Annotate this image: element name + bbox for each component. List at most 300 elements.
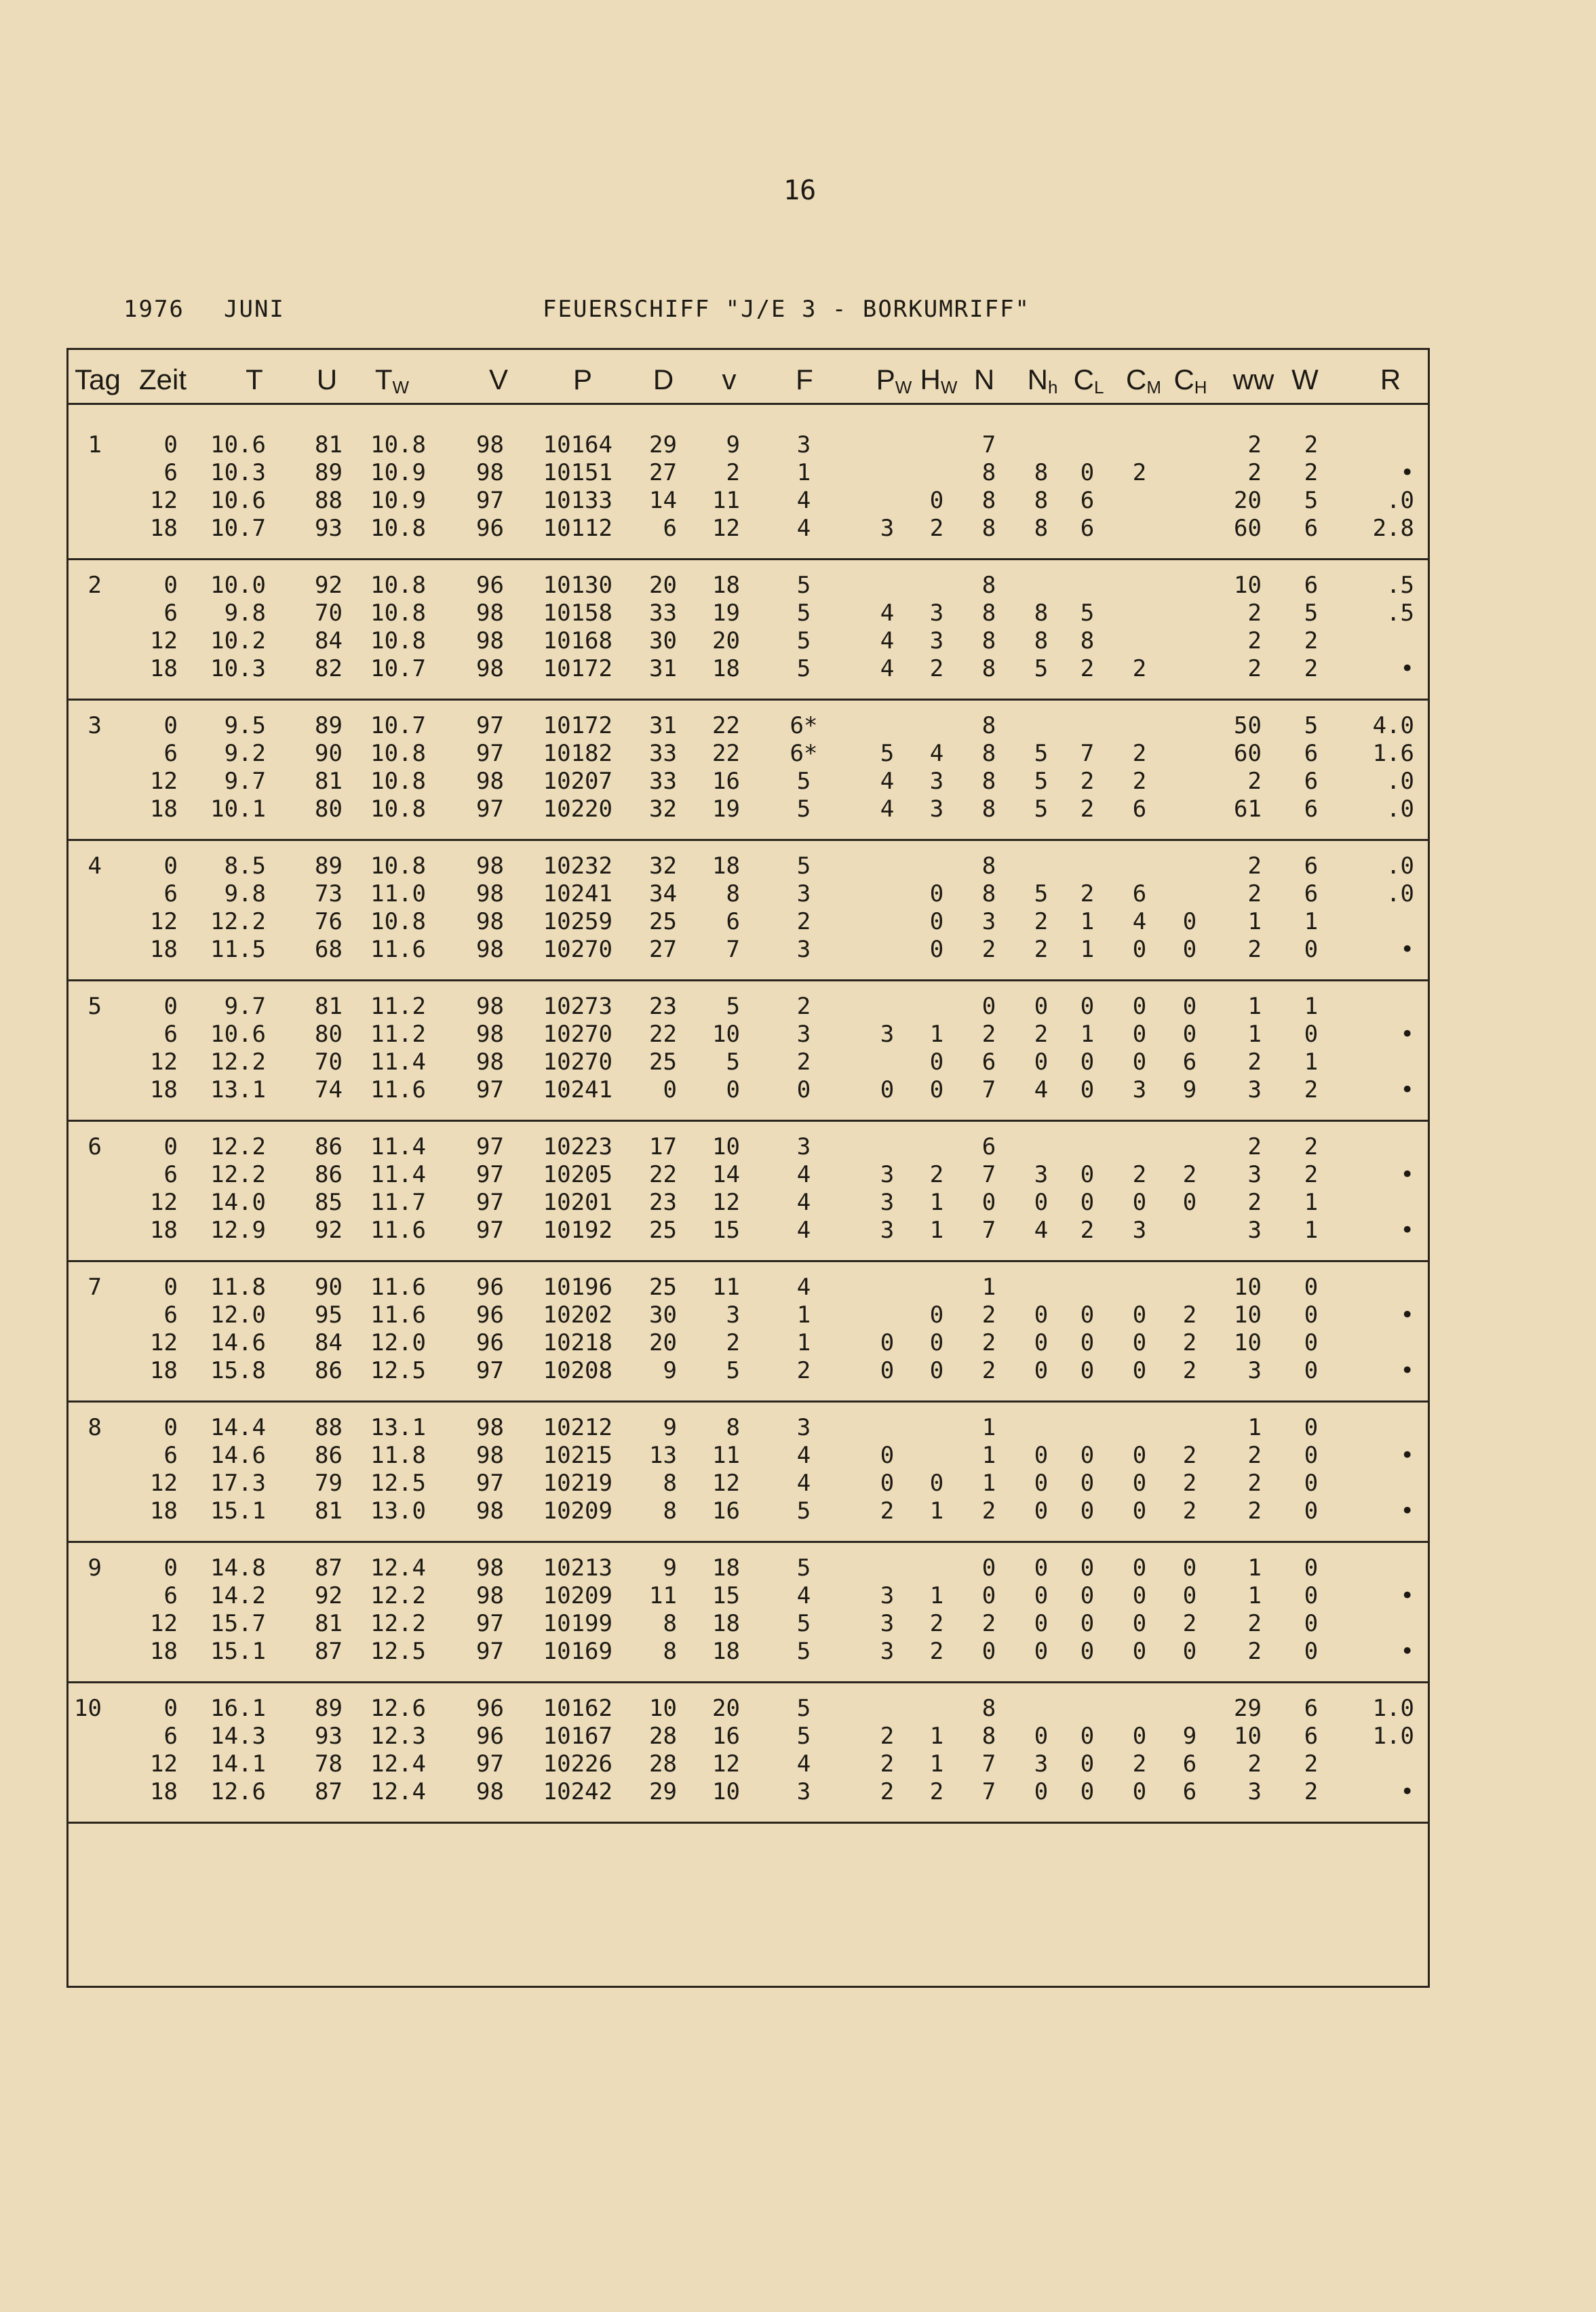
cell-zeit: 12 bbox=[150, 908, 178, 935]
cell-w: 0 bbox=[1304, 1329, 1319, 1356]
cell-ww: 61 bbox=[1234, 796, 1262, 823]
cell-v: 98 bbox=[476, 1778, 504, 1805]
cell-n: 7 bbox=[981, 1217, 996, 1244]
cell-r: 2.8 bbox=[1372, 515, 1414, 542]
cell-d: 13 bbox=[649, 1442, 677, 1469]
cell-u: 81 bbox=[315, 993, 343, 1020]
cell-p: 10218 bbox=[543, 1329, 612, 1356]
cell-ww: 2 bbox=[1247, 1638, 1262, 1665]
cell-cl: 6 bbox=[1080, 487, 1095, 514]
cell-v: 98 bbox=[476, 600, 504, 627]
cell-hw: 1 bbox=[929, 1723, 944, 1750]
cell-ww: 3 bbox=[1247, 1217, 1262, 1244]
cell-w: 2 bbox=[1304, 1133, 1319, 1160]
cell-v-speed: 12 bbox=[712, 1750, 740, 1778]
cell-nh: 0 bbox=[1034, 1582, 1049, 1609]
cell-v: 98 bbox=[476, 627, 504, 654]
cell-ch: 2 bbox=[1182, 1329, 1197, 1356]
cell-n: 8 bbox=[981, 712, 996, 739]
cell-ww: 2 bbox=[1247, 1133, 1262, 1160]
cell-cm: 0 bbox=[1132, 1329, 1147, 1356]
cell-w: 0 bbox=[1304, 1357, 1319, 1384]
day-tag: 5 bbox=[87, 993, 102, 1020]
cell-ww: 1 bbox=[1247, 908, 1262, 935]
cell-v: 98 bbox=[476, 1554, 504, 1582]
cell-w: 0 bbox=[1304, 1442, 1319, 1469]
cell-cl: 0 bbox=[1080, 1610, 1095, 1637]
cell-ch: 0 bbox=[1182, 1638, 1197, 1665]
cell-p: 10208 bbox=[543, 1357, 612, 1384]
group-separator bbox=[66, 558, 1430, 560]
cell-hw: 1 bbox=[929, 1217, 944, 1244]
cell-v-speed: 2 bbox=[726, 459, 740, 486]
cell-cm: 2 bbox=[1132, 768, 1147, 795]
cell-hw: 0 bbox=[929, 1470, 944, 1497]
cell-hw: 1 bbox=[929, 1189, 944, 1216]
column-header-tw: $T_W$ bbox=[374, 364, 410, 397]
cell-nh: 8 bbox=[1034, 627, 1049, 654]
cell-w: 6 bbox=[1304, 1723, 1319, 1750]
cell-r: • bbox=[1400, 1301, 1414, 1329]
cell-f: 4 bbox=[796, 1582, 811, 1609]
cell-ww: 2 bbox=[1247, 655, 1262, 682]
cell-v-speed: 19 bbox=[712, 796, 740, 823]
cell-cm: 2 bbox=[1132, 740, 1147, 767]
cell-r: • bbox=[1400, 1442, 1414, 1469]
cell-t: 10.6 bbox=[210, 431, 266, 458]
cell-d: 27 bbox=[649, 936, 677, 963]
cell-f: 3 bbox=[796, 1778, 811, 1805]
cell-n: 2 bbox=[981, 1301, 996, 1329]
cell-pw: 3 bbox=[880, 1217, 895, 1244]
cell-cm: 6 bbox=[1132, 796, 1147, 823]
cell-nh: 0 bbox=[1034, 1778, 1049, 1805]
cell-cl: 0 bbox=[1080, 1778, 1095, 1805]
cell-ww: 2 bbox=[1247, 768, 1262, 795]
cell-n: 7 bbox=[981, 1750, 996, 1778]
cell-tw: 11.6 bbox=[370, 1301, 426, 1329]
cell-v: 97 bbox=[476, 712, 504, 739]
cell-ch: 0 bbox=[1182, 936, 1197, 963]
cell-p: 10196 bbox=[543, 1274, 612, 1301]
cell-zeit: 18 bbox=[150, 1638, 178, 1665]
cell-v: 98 bbox=[476, 1414, 504, 1441]
cell-v: 97 bbox=[476, 1161, 504, 1188]
cell-t: 12.2 bbox=[210, 1161, 266, 1188]
page-number: 16 bbox=[783, 175, 817, 206]
cell-w: 5 bbox=[1304, 712, 1319, 739]
cell-tw: 12.2 bbox=[370, 1582, 426, 1609]
cell-n: 8 bbox=[981, 459, 996, 486]
cell-r: • bbox=[1400, 1497, 1414, 1525]
cell-ch: 6 bbox=[1182, 1778, 1197, 1805]
cell-cm: 0 bbox=[1132, 1582, 1147, 1609]
cell-zeit: 0 bbox=[163, 1414, 178, 1441]
cell-tw: 10.7 bbox=[370, 712, 426, 739]
cell-n: 2 bbox=[981, 936, 996, 963]
cell-w: 0 bbox=[1304, 1497, 1319, 1525]
cell-t: 10.2 bbox=[210, 627, 266, 654]
cell-nh: 8 bbox=[1034, 515, 1049, 542]
cell-v-speed: 7 bbox=[726, 936, 740, 963]
cell-nh: 8 bbox=[1034, 459, 1049, 486]
cell-p: 10270 bbox=[543, 1021, 612, 1048]
cell-v: 96 bbox=[476, 515, 504, 542]
cell-t: 16.1 bbox=[210, 1695, 266, 1722]
cell-pw: 3 bbox=[880, 1189, 895, 1216]
cell-f: 5 bbox=[796, 1554, 811, 1582]
cell-tw: 11.6 bbox=[370, 936, 426, 963]
cell-d: 33 bbox=[649, 740, 677, 767]
cell-zeit: 0 bbox=[163, 1554, 178, 1582]
cell-w: 0 bbox=[1304, 1021, 1319, 1048]
cell-cm: 0 bbox=[1132, 1638, 1147, 1665]
cell-t: 10.7 bbox=[210, 515, 266, 542]
cell-cl: 0 bbox=[1080, 1582, 1095, 1609]
cell-t: 14.4 bbox=[210, 1414, 266, 1441]
cell-ww: 2 bbox=[1247, 627, 1262, 654]
cell-cl: 7 bbox=[1080, 740, 1095, 767]
cell-v: 98 bbox=[476, 908, 504, 935]
cell-t: 9.7 bbox=[224, 768, 266, 795]
cell-n: 8 bbox=[981, 515, 996, 542]
cell-tw: 11.8 bbox=[370, 1442, 426, 1469]
day-tag: 7 bbox=[87, 1274, 102, 1301]
cell-v: 98 bbox=[476, 655, 504, 682]
cell-cm: 0 bbox=[1132, 1554, 1147, 1582]
cell-p: 10192 bbox=[543, 1217, 612, 1244]
cell-f: 4 bbox=[796, 1274, 811, 1301]
cell-zeit: 18 bbox=[150, 1217, 178, 1244]
cell-pw: 0 bbox=[880, 1357, 895, 1384]
cell-f: 2 bbox=[796, 1357, 811, 1384]
cell-t: 14.1 bbox=[210, 1750, 266, 1778]
cell-zeit: 6 bbox=[163, 1301, 178, 1329]
cell-ww: 2 bbox=[1247, 600, 1262, 627]
cell-tw: 10.8 bbox=[370, 908, 426, 935]
cell-u: 92 bbox=[315, 572, 343, 599]
cell-v-speed: 14 bbox=[712, 1161, 740, 1188]
cell-cm: 3 bbox=[1132, 1076, 1147, 1103]
cell-n: 7 bbox=[981, 1161, 996, 1188]
cell-f: 4 bbox=[796, 1161, 811, 1188]
cell-r: • bbox=[1400, 1778, 1414, 1805]
column-header-nh: $N_h$ bbox=[1027, 364, 1058, 397]
cell-v-speed: 0 bbox=[726, 1076, 740, 1103]
cell-t: 11.8 bbox=[210, 1274, 266, 1301]
cell-v: 98 bbox=[476, 768, 504, 795]
cell-n: 2 bbox=[981, 1021, 996, 1048]
cell-zeit: 6 bbox=[163, 880, 178, 907]
cell-p: 10220 bbox=[543, 796, 612, 823]
cell-p: 10273 bbox=[543, 993, 612, 1020]
cell-r: • bbox=[1400, 1217, 1414, 1244]
cell-w: 0 bbox=[1304, 1638, 1319, 1665]
cell-ww: 60 bbox=[1234, 515, 1262, 542]
cell-ww: 10 bbox=[1234, 572, 1262, 599]
cell-n: 8 bbox=[981, 572, 996, 599]
cell-t: 10.1 bbox=[210, 796, 266, 823]
cell-v-speed: 18 bbox=[712, 572, 740, 599]
cell-n: 0 bbox=[981, 1189, 996, 1216]
cell-r: .0 bbox=[1386, 768, 1414, 795]
cell-pw: 0 bbox=[880, 1329, 895, 1356]
cell-w: 6 bbox=[1304, 515, 1319, 542]
cell-f: 1 bbox=[796, 1329, 811, 1356]
cell-u: 89 bbox=[315, 712, 343, 739]
cell-u: 92 bbox=[315, 1582, 343, 1609]
cell-hw: 0 bbox=[929, 880, 944, 907]
cell-f: 3 bbox=[796, 1021, 811, 1048]
cell-v: 98 bbox=[476, 880, 504, 907]
column-header-r: R bbox=[1380, 364, 1401, 395]
cell-w: 1 bbox=[1304, 1217, 1319, 1244]
cell-p: 10223 bbox=[543, 1133, 612, 1160]
cell-zeit: 0 bbox=[163, 1274, 178, 1301]
cell-v-speed: 12 bbox=[712, 1470, 740, 1497]
cell-cl: 0 bbox=[1080, 1554, 1095, 1582]
cell-hw: 1 bbox=[929, 1582, 944, 1609]
cell-ww: 20 bbox=[1234, 487, 1262, 514]
cell-ww: 3 bbox=[1247, 1357, 1262, 1384]
cell-f: 2 bbox=[796, 908, 811, 935]
cell-t: 9.5 bbox=[224, 712, 266, 739]
cell-tw: 12.4 bbox=[370, 1750, 426, 1778]
cell-p: 10242 bbox=[543, 1778, 612, 1805]
cell-hw: 0 bbox=[929, 908, 944, 935]
day-tag: 3 bbox=[87, 712, 102, 739]
cell-hw: 3 bbox=[929, 600, 944, 627]
cell-ww: 2 bbox=[1247, 1470, 1262, 1497]
header-month: JUNI bbox=[224, 296, 285, 323]
cell-pw: 0 bbox=[880, 1470, 895, 1497]
cell-n: 0 bbox=[981, 1554, 996, 1582]
cell-tw: 10.8 bbox=[370, 600, 426, 627]
cell-ww: 1 bbox=[1247, 1582, 1262, 1609]
cell-f: 5 bbox=[796, 1497, 811, 1525]
cell-v-speed: 22 bbox=[712, 740, 740, 767]
cell-v-speed: 10 bbox=[712, 1021, 740, 1048]
day-tag: 6 bbox=[87, 1133, 102, 1160]
cell-nh: 0 bbox=[1034, 993, 1049, 1020]
cell-w: 5 bbox=[1304, 487, 1319, 514]
column-header-zeit: Zeit bbox=[138, 364, 187, 395]
cell-n: 6 bbox=[981, 1049, 996, 1076]
cell-r: .5 bbox=[1386, 600, 1414, 627]
cell-w: 0 bbox=[1304, 1554, 1319, 1582]
cell-nh: 2 bbox=[1034, 936, 1049, 963]
cell-v: 97 bbox=[476, 1470, 504, 1497]
cell-f: 0 bbox=[796, 1076, 811, 1103]
cell-w: 2 bbox=[1304, 459, 1319, 486]
cell-nh: 0 bbox=[1034, 1638, 1049, 1665]
cell-cl: 0 bbox=[1080, 1357, 1095, 1384]
cell-pw: 4 bbox=[880, 627, 895, 654]
cell-pw: 3 bbox=[880, 1021, 895, 1048]
column-header-pw: $P_W$ bbox=[876, 364, 912, 397]
cell-v: 97 bbox=[476, 740, 504, 767]
cell-t: 8.5 bbox=[224, 853, 266, 880]
cell-v: 97 bbox=[476, 1357, 504, 1384]
cell-v-speed: 11 bbox=[712, 1442, 740, 1469]
cell-ww: 3 bbox=[1247, 1076, 1262, 1103]
cell-d: 23 bbox=[649, 1189, 677, 1216]
cell-nh: 3 bbox=[1034, 1161, 1049, 1188]
cell-cm: 3 bbox=[1132, 1217, 1147, 1244]
cell-f: 5 bbox=[796, 572, 811, 599]
cell-cm: 0 bbox=[1132, 1049, 1147, 1076]
cell-v: 96 bbox=[476, 1695, 504, 1722]
cell-hw: 2 bbox=[929, 515, 944, 542]
cell-v-speed: 15 bbox=[712, 1582, 740, 1609]
header-separator bbox=[66, 403, 1430, 405]
cell-d: 9 bbox=[663, 1357, 677, 1384]
cell-d: 8 bbox=[663, 1638, 677, 1665]
cell-zeit: 12 bbox=[150, 487, 178, 514]
cell-r: .0 bbox=[1386, 487, 1414, 514]
cell-ww: 2 bbox=[1247, 853, 1262, 880]
cell-tw: 10.8 bbox=[370, 431, 426, 458]
cell-f: 3 bbox=[796, 936, 811, 963]
cell-pw: 5 bbox=[880, 740, 895, 767]
cell-cm: 0 bbox=[1132, 1301, 1147, 1329]
cell-tw: 10.8 bbox=[370, 768, 426, 795]
cell-d: 9 bbox=[663, 1554, 677, 1582]
cell-d: 30 bbox=[649, 1301, 677, 1329]
cell-zeit: 0 bbox=[163, 712, 178, 739]
cell-ch: 2 bbox=[1182, 1610, 1197, 1637]
cell-v: 98 bbox=[476, 993, 504, 1020]
cell-n: 7 bbox=[981, 431, 996, 458]
cell-t: 15.7 bbox=[210, 1610, 266, 1637]
cell-d: 8 bbox=[663, 1470, 677, 1497]
cell-pw: 0 bbox=[880, 1442, 895, 1469]
cell-cl: 8 bbox=[1080, 627, 1095, 654]
cell-tw: 11.6 bbox=[370, 1217, 426, 1244]
day-tag: 2 bbox=[87, 572, 102, 599]
cell-n: 2 bbox=[981, 1497, 996, 1525]
cell-w: 2 bbox=[1304, 1778, 1319, 1805]
cell-w: 0 bbox=[1304, 1301, 1319, 1329]
cell-cm: 0 bbox=[1132, 1442, 1147, 1469]
cell-u: 88 bbox=[315, 1414, 343, 1441]
cell-f: 4 bbox=[796, 487, 811, 514]
cell-hw: 0 bbox=[929, 1357, 944, 1384]
cell-t: 10.0 bbox=[210, 572, 266, 599]
cell-r: • bbox=[1400, 1582, 1414, 1609]
cell-r: • bbox=[1400, 1161, 1414, 1188]
cell-nh: 5 bbox=[1034, 796, 1049, 823]
cell-nh: 5 bbox=[1034, 740, 1049, 767]
cell-hw: 2 bbox=[929, 655, 944, 682]
cell-ww: 10 bbox=[1234, 1723, 1262, 1750]
cell-cl: 2 bbox=[1080, 880, 1095, 907]
cell-n: 2 bbox=[981, 1610, 996, 1637]
cell-u: 82 bbox=[315, 655, 343, 682]
cell-v-speed: 10 bbox=[712, 1778, 740, 1805]
cell-w: 0 bbox=[1304, 1470, 1319, 1497]
cell-r: • bbox=[1400, 655, 1414, 682]
cell-n: 0 bbox=[981, 1582, 996, 1609]
cell-zeit: 12 bbox=[150, 627, 178, 654]
cell-v: 97 bbox=[476, 1217, 504, 1244]
cell-v: 96 bbox=[476, 1274, 504, 1301]
cell-u: 93 bbox=[315, 1723, 343, 1750]
cell-w: 6 bbox=[1304, 572, 1319, 599]
cell-p: 10232 bbox=[543, 853, 612, 880]
cell-d: 25 bbox=[649, 908, 677, 935]
cell-zeit: 0 bbox=[163, 572, 178, 599]
cell-n: 8 bbox=[981, 1695, 996, 1722]
cell-cm: 2 bbox=[1132, 655, 1147, 682]
cell-ch: 0 bbox=[1182, 993, 1197, 1020]
cell-v-speed: 16 bbox=[712, 768, 740, 795]
cell-cl: 2 bbox=[1080, 1217, 1095, 1244]
cell-u: 79 bbox=[315, 1470, 343, 1497]
cell-cl: 0 bbox=[1080, 1049, 1095, 1076]
cell-n: 0 bbox=[981, 993, 996, 1020]
cell-d: 11 bbox=[649, 1582, 677, 1609]
cell-pw: 2 bbox=[880, 1750, 895, 1778]
cell-v: 97 bbox=[476, 1189, 504, 1216]
cell-d: 9 bbox=[663, 1414, 677, 1441]
cell-v-speed: 12 bbox=[712, 515, 740, 542]
column-header-d: D bbox=[653, 364, 674, 395]
cell-cl: 2 bbox=[1080, 655, 1095, 682]
cell-v: 97 bbox=[476, 1076, 504, 1103]
cell-tw: 10.9 bbox=[370, 459, 426, 486]
cell-f: 3 bbox=[796, 880, 811, 907]
cell-d: 29 bbox=[649, 431, 677, 458]
cell-f: 4 bbox=[796, 1217, 811, 1244]
cell-nh: 0 bbox=[1034, 1554, 1049, 1582]
cell-cl: 0 bbox=[1080, 1723, 1095, 1750]
cell-p: 10133 bbox=[543, 487, 612, 514]
cell-t: 14.2 bbox=[210, 1582, 266, 1609]
cell-u: 89 bbox=[315, 853, 343, 880]
cell-d: 25 bbox=[649, 1217, 677, 1244]
cell-ch: 6 bbox=[1182, 1750, 1197, 1778]
cell-r: • bbox=[1400, 459, 1414, 486]
cell-tw: 10.8 bbox=[370, 627, 426, 654]
cell-nh: 0 bbox=[1034, 1610, 1049, 1637]
cell-r: .5 bbox=[1386, 572, 1414, 599]
cell-cl: 0 bbox=[1080, 1497, 1095, 1525]
column-header-n: N bbox=[973, 364, 995, 395]
cell-v-speed: 18 bbox=[712, 1638, 740, 1665]
cell-v-speed: 16 bbox=[712, 1497, 740, 1525]
cell-d: 33 bbox=[649, 768, 677, 795]
cell-r: • bbox=[1400, 936, 1414, 963]
cell-u: 73 bbox=[315, 880, 343, 907]
cell-n: 6 bbox=[981, 1133, 996, 1160]
cell-t: 10.3 bbox=[210, 655, 266, 682]
cell-t: 10.3 bbox=[210, 459, 266, 486]
cell-d: 25 bbox=[649, 1274, 677, 1301]
cell-t: 9.8 bbox=[224, 880, 266, 907]
cell-u: 68 bbox=[315, 936, 343, 963]
cell-n: 8 bbox=[981, 1723, 996, 1750]
column-header-v: V bbox=[488, 364, 508, 395]
cell-ww: 3 bbox=[1247, 1778, 1262, 1805]
cell-d: 22 bbox=[649, 1161, 677, 1188]
cell-ch: 0 bbox=[1182, 1021, 1197, 1048]
cell-nh: 0 bbox=[1034, 1329, 1049, 1356]
cell-ch: 0 bbox=[1182, 1554, 1197, 1582]
cell-d: 29 bbox=[649, 1778, 677, 1805]
cell-hw: 1 bbox=[929, 1497, 944, 1525]
cell-v: 98 bbox=[476, 936, 504, 963]
